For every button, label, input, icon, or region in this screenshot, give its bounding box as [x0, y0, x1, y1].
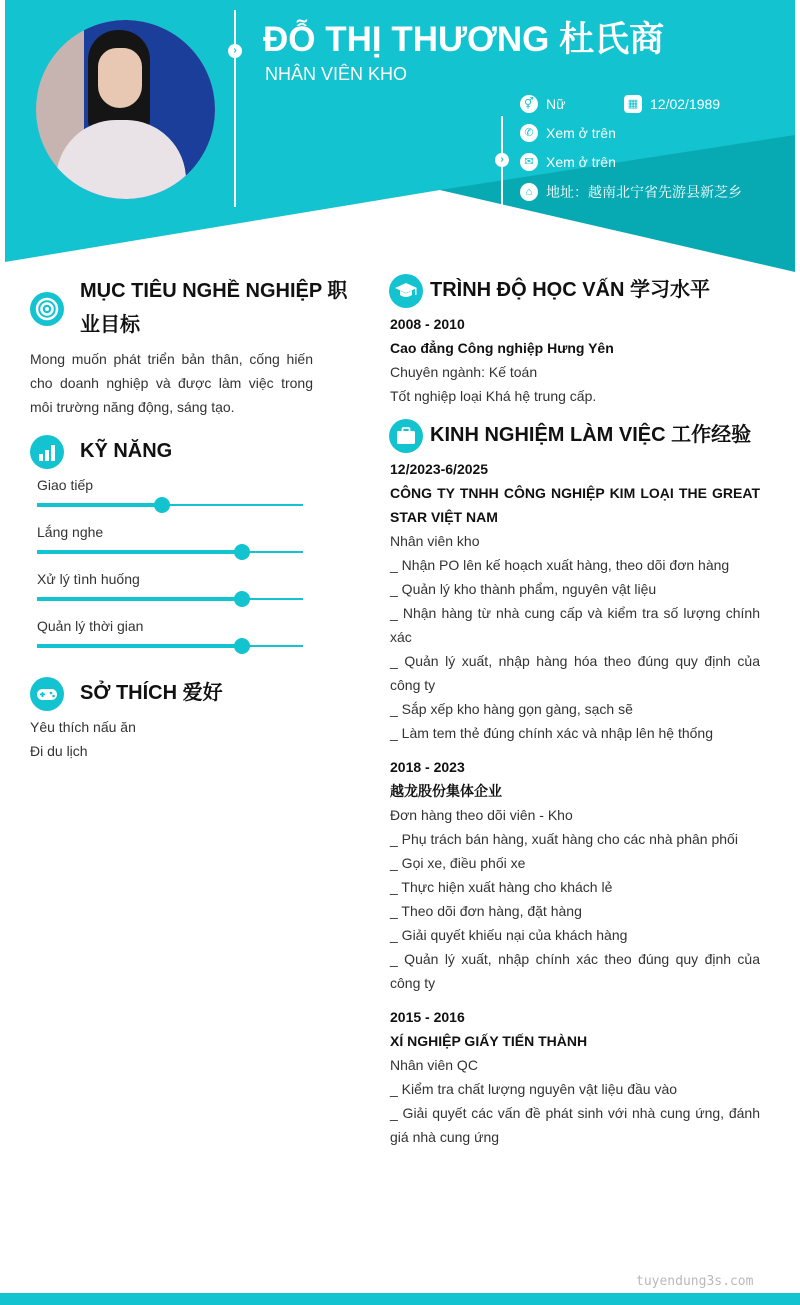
- email-info: [520, 153, 616, 171]
- experience-title: KINH NGHIỆM LÀM VIỆC 工作经验: [430, 424, 752, 446]
- education-title: TRÌNH ĐỘ HỌC VẤN 学习水平: [430, 279, 710, 301]
- skill-bar: [37, 598, 303, 600]
- phone-info: [520, 124, 616, 142]
- job-company: CÔNG TY TNHH CÔNG NGHIỆP KIM LOẠI THE GREAT STAR VIỆT NAM: [390, 485, 760, 525]
- briefcase-icon: [389, 419, 423, 453]
- education-school: Cao đẳng Công nghiệp Hưng Yên: [390, 340, 614, 356]
- job-duty: _ Quản lý xuất, nhập chính xác theo đúng quy định của công ty: [390, 951, 760, 991]
- job-entry: [390, 1005, 760, 1149]
- hobby-item: Yêu thích nấu ăn: [30, 719, 136, 735]
- birthdate-info: [624, 95, 720, 113]
- candidate-job-title: NHÂN VIÊN KHO: [265, 64, 408, 84]
- graduation-cap-icon: [389, 274, 423, 308]
- skill-label: Giao tiếp: [37, 477, 94, 493]
- job-duty: _ Nhận hàng từ nhà cung cấp và kiểm tra số lượng chính xác: [390, 605, 760, 645]
- skill-label: Xử lý tình huống: [37, 571, 140, 587]
- job-duty: _ Phụ trách bán hàng, xuất hàng cho các nhà phân phối: [390, 831, 738, 847]
- skill-knob: [234, 638, 250, 654]
- address-info: [520, 182, 742, 202]
- job-period: 12/2023-6/2025: [390, 461, 489, 477]
- job-duty: _ Làm tem thẻ đúng chính xác và nhập lên hệ thống: [390, 725, 714, 741]
- watermark: tuyendung3s.com: [636, 1274, 754, 1289]
- skill-knob: [154, 497, 170, 513]
- job-duty: _ Giải quyết các vấn đề phát sinh với nhà cung ứng, đánh giá nhà cung ứng: [390, 1105, 760, 1145]
- skill-bar: [37, 551, 303, 553]
- job-period: 2018 - 2023: [390, 759, 465, 775]
- job-position: Nhân viên kho: [390, 533, 480, 549]
- gender-icon: ⚥: [520, 95, 538, 113]
- bar-chart-icon: [30, 435, 64, 469]
- objective-text: Mong muốn phát triển bản thân, cống hiến cho doanh nghiệp và được làm việc trong môi trường năng động, sáng tạo.: [30, 351, 313, 415]
- job-company: XÍ NGHIỆP GIẤY TIẾN THÀNH: [390, 1033, 588, 1049]
- job-duty: _ Thực hiện xuất hàng cho khách lẻ: [390, 879, 613, 895]
- cv-header: [0, 0, 800, 275]
- calendar-icon: ▦: [624, 95, 642, 113]
- gender-info: [520, 95, 565, 113]
- job-duty: _ Gọi xe, điều phối xe: [390, 855, 526, 871]
- job-duty: _ Nhận PO lên kế hoạch xuất hàng, theo dõi đơn hàng: [390, 557, 730, 573]
- phone-icon: ✆: [520, 124, 538, 142]
- birthdate-value: 12/02/1989: [650, 96, 721, 112]
- education-result: Tốt nghiệp loại Khá hệ trung cấp.: [390, 388, 597, 404]
- skills-title: KỸ NĂNG: [80, 440, 173, 462]
- envelope-icon: ✉: [520, 153, 538, 171]
- chevron-right-icon: ›: [228, 44, 242, 58]
- skill-label: Quản lý thời gian: [37, 618, 144, 634]
- job-duty: _ Quản lý xuất, nhập hàng hóa theo đúng quy định của công ty: [390, 653, 760, 693]
- job-duty: _ Sắp xếp kho hàng gọn gàng, sạch sẽ: [390, 701, 633, 717]
- skill-label: Lắng nghe: [37, 524, 104, 540]
- job-duty: _ Theo dõi đơn hàng, đặt hàng: [390, 903, 582, 919]
- job-period: 2015 - 2016: [390, 1009, 465, 1025]
- job-entry: [390, 755, 760, 995]
- footer-bar: [0, 1293, 800, 1305]
- hobby-item: Đi du lịch: [30, 743, 88, 759]
- gamepad-icon: [30, 677, 64, 711]
- phone-value: Xem ở trên: [546, 125, 616, 141]
- skill-bar: [37, 504, 303, 506]
- job-duty: _ Kiểm tra chất lượng nguyên vật liệu đầu vào: [390, 1081, 678, 1097]
- job-position: Đơn hàng theo dõi viên - Kho: [390, 807, 573, 823]
- address-value: 地址：越南北宁省先游县新芝乡: [546, 184, 742, 200]
- job-duty: _ Quản lý kho thành phẩm, nguyên vật liệu: [390, 581, 657, 597]
- chevron-right-icon: ›: [495, 153, 509, 167]
- header-divider: [234, 10, 236, 207]
- job-duty: _ Giải quyết khiếu nại của khách hàng: [390, 927, 628, 943]
- gender-value: Nữ: [546, 96, 566, 112]
- target-icon: [30, 292, 64, 326]
- skill-knob: [234, 591, 250, 607]
- job-company: 越龙股份集体企业: [390, 783, 502, 799]
- hobbies-title: SỞ THÍCH 爱好: [80, 682, 223, 704]
- skill-knob: [234, 544, 250, 560]
- education-major: Chuyên ngành: Kế toán: [390, 364, 538, 380]
- job-position: Nhân viên QC: [390, 1057, 478, 1073]
- job-entry: [390, 457, 760, 745]
- candidate-name: ĐỖ THỊ THƯƠNG 杜氏商: [263, 20, 665, 59]
- home-icon: ⌂: [520, 183, 538, 201]
- profile-photo: [36, 20, 215, 199]
- email-value: Xem ở trên: [546, 154, 616, 170]
- skill-bar: [37, 645, 303, 647]
- education-period: 2008 - 2010: [390, 316, 465, 332]
- objective-title: MỤC TIÊU NGHỀ NGHIỆP 职 业目标: [80, 280, 348, 336]
